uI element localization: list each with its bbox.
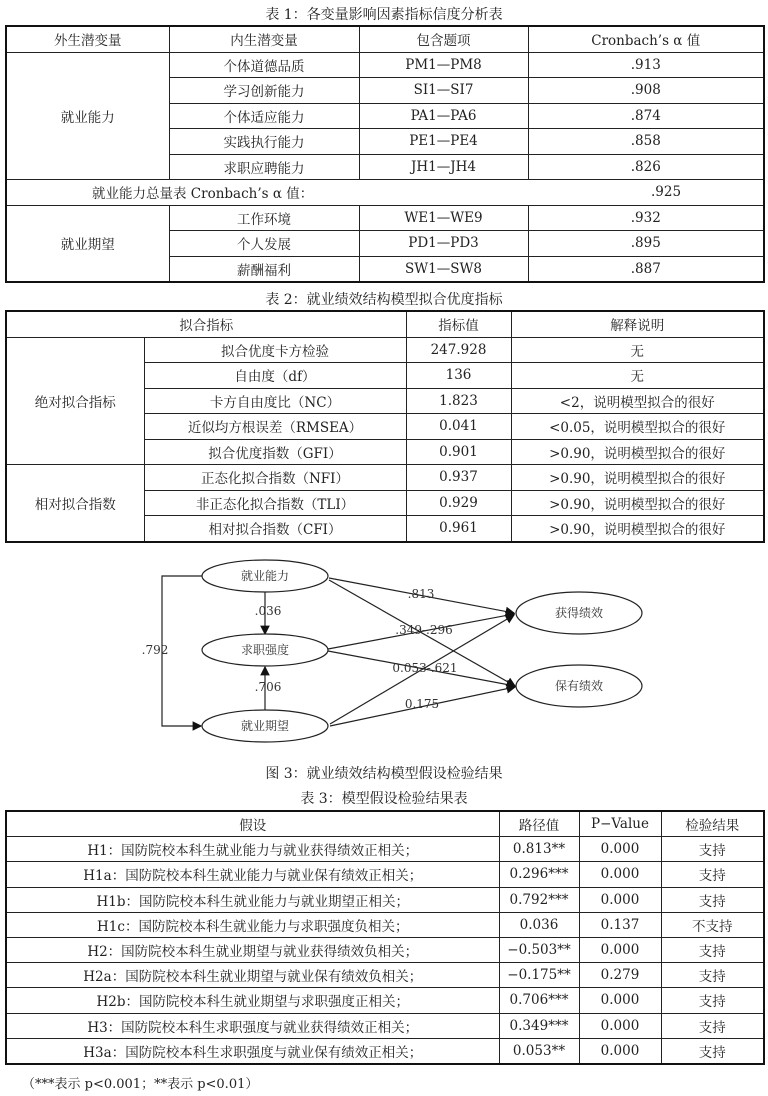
cell: −0.175** xyxy=(499,963,579,988)
cell: WE1—WE9 xyxy=(359,205,528,231)
cell: 0.000 xyxy=(579,1013,661,1038)
table-row xyxy=(6,1038,764,1064)
cell: 支持 xyxy=(661,1038,764,1064)
cell: 拟合优度指数（GFI） xyxy=(144,439,406,465)
table-row xyxy=(6,862,764,887)
cell: .895 xyxy=(528,231,764,257)
cell: 0.000 xyxy=(579,988,661,1013)
header-cell: 检验结果 xyxy=(661,811,764,837)
cell: 0.961 xyxy=(406,516,511,542)
cell: 0.296*** xyxy=(499,862,579,887)
cell: H1c：国防院校本科生就业能力与求职强度负相关； xyxy=(6,912,499,937)
total-value: .925 xyxy=(528,180,764,206)
table3-title: 表 3：模型假设检验结果表 xyxy=(300,791,468,807)
node-label: 就业能力 xyxy=(240,569,290,583)
cell: 0.929 xyxy=(406,490,511,516)
cell: 个体道德品质 xyxy=(169,52,359,78)
cell: PD1—PD3 xyxy=(359,231,528,257)
cell: 实践执行能力 xyxy=(169,129,359,155)
node-label: 获得绩效 xyxy=(554,606,604,620)
cell: 0.036 xyxy=(499,912,579,937)
path-label: .792 xyxy=(141,643,169,657)
cell: 0.000 xyxy=(579,887,661,912)
cell: 支持 xyxy=(661,1013,764,1038)
cell: >0.90，说明模型拟合的很好 xyxy=(511,516,764,542)
group-cell: 绝对拟合指标 xyxy=(6,337,144,465)
reliability-table xyxy=(5,25,765,283)
header-cell: 外生潜变量 xyxy=(6,26,169,52)
cell: .874 xyxy=(528,103,764,129)
cell: >0.90，说明模型拟合的很好 xyxy=(511,465,764,491)
cell: 0.000 xyxy=(579,837,661,862)
cell: 0.137 xyxy=(579,912,661,937)
table1-title: 表 1：各变量影响因素指标信度分析表 xyxy=(265,7,503,23)
cell: 0.813** xyxy=(499,837,579,862)
cell: 0.000 xyxy=(579,1038,661,1064)
group-cell: 就业能力 xyxy=(6,52,169,180)
cell: 支持 xyxy=(661,988,764,1013)
cell: .932 xyxy=(528,205,764,231)
table-row xyxy=(6,912,764,937)
path-label: .349-.296 xyxy=(395,623,453,637)
hypothesis-table xyxy=(5,810,765,1065)
cell: 0.053** xyxy=(499,1038,579,1064)
cell: JH1—JH4 xyxy=(359,154,528,180)
cell: 求职应聘能力 xyxy=(169,154,359,180)
cell: 无 xyxy=(511,337,764,363)
path-label: .706 xyxy=(254,680,282,694)
cell: 0.000 xyxy=(579,862,661,887)
node-label: 求职强度 xyxy=(240,643,290,657)
cell: .913 xyxy=(528,52,764,78)
cell: >0.90，说明模型拟合的很好 xyxy=(511,439,764,465)
table-row xyxy=(6,52,764,78)
table-row xyxy=(6,465,764,491)
cell: 正态化拟合指数（NFI） xyxy=(144,465,406,491)
header-cell: 假设 xyxy=(6,811,499,837)
header-cell: Cronbach’s α 值 xyxy=(528,26,764,52)
cell: 136 xyxy=(406,363,511,389)
cell: 247.928 xyxy=(406,337,511,363)
cell: <0.05，说明模型拟合的很好 xyxy=(511,414,764,440)
total-row xyxy=(6,180,764,206)
table-row xyxy=(6,937,764,962)
header-cell: 包含题项 xyxy=(359,26,528,52)
structural-model-diagram xyxy=(0,550,768,765)
cell: H2b：国防院校本科生就业期望与求职强度正相关； xyxy=(6,988,499,1013)
cell: SW1—SW8 xyxy=(359,256,528,282)
cell: PA1—PA6 xyxy=(359,103,528,129)
cell: .887 xyxy=(528,256,764,282)
cell: SI1—SI7 xyxy=(359,78,528,104)
cell: 不支持 xyxy=(661,912,764,937)
table2-title: 表 2：就业绩效结构模型拟合优度指标 xyxy=(265,292,503,308)
table-row xyxy=(6,988,764,1013)
cell: <2，说明模型拟合的很好 xyxy=(511,388,764,414)
group-cell: 就业期望 xyxy=(6,205,169,282)
cell: .826 xyxy=(528,154,764,180)
table-row xyxy=(6,887,764,912)
header-cell: 解释说明 xyxy=(511,311,764,337)
cell: PM1—PM8 xyxy=(359,52,528,78)
cell: 自由度（df） xyxy=(144,363,406,389)
cell: 近似均方根误差（RMSEA） xyxy=(144,414,406,440)
cell: 工作环境 xyxy=(169,205,359,231)
cell: 拟合优度卡方检验 xyxy=(144,337,406,363)
cell: 非正态化拟合指数（TLI） xyxy=(144,490,406,516)
table-header-row xyxy=(6,26,764,52)
cell: 0.279 xyxy=(579,963,661,988)
header-cell: 内生潜变量 xyxy=(169,26,359,52)
cell: 0.901 xyxy=(406,439,511,465)
cell: 0.349*** xyxy=(499,1013,579,1038)
cell: 支持 xyxy=(661,862,764,887)
cell: 支持 xyxy=(661,963,764,988)
cell: 0.000 xyxy=(579,937,661,962)
path-label: 0.053-.621 xyxy=(392,661,458,675)
node-label: 就业期望 xyxy=(240,719,290,733)
total-label: 就业能力总量表 Cronbach’s α 值： xyxy=(6,180,528,206)
cell: 0.937 xyxy=(406,465,511,491)
table-row xyxy=(6,963,764,988)
cell: PE1—PE4 xyxy=(359,129,528,155)
cell: .908 xyxy=(528,78,764,104)
cell: H2：国防院校本科生就业期望与就业获得绩效负相关； xyxy=(6,937,499,962)
cell: 0.792*** xyxy=(499,887,579,912)
cell: H3a：国防院校本科生求职强度与就业保有绩效正相关； xyxy=(6,1038,499,1064)
cell: H2a：国防院校本科生就业期望与就业保有绩效负相关； xyxy=(6,963,499,988)
table3-note: （***表示 p<0.001；**表示 p<0.01） xyxy=(22,1077,259,1092)
cell: 相对拟合指数（CFI） xyxy=(144,516,406,542)
group-cell: 相对拟合指数 xyxy=(6,465,144,542)
table-header-row xyxy=(6,311,764,337)
figure3-caption: 图 3：就业绩效结构模型假设检验结果 xyxy=(265,766,503,782)
cell: 支持 xyxy=(661,937,764,962)
cell: H1b：国防院校本科生就业能力与就业期望正相关； xyxy=(6,887,499,912)
header-cell: 路径值 xyxy=(499,811,579,837)
cell: 薪酬福利 xyxy=(169,256,359,282)
cell: H3：国防院校本科生求职强度与就业获得绩效正相关； xyxy=(6,1013,499,1038)
cell: 支持 xyxy=(661,837,764,862)
cell: 0.041 xyxy=(406,414,511,440)
cell: −0.503** xyxy=(499,937,579,962)
path-label: .813 xyxy=(407,587,435,601)
table-row xyxy=(6,337,764,363)
cell: 个体适应能力 xyxy=(169,103,359,129)
node-label: 保有绩效 xyxy=(554,679,604,693)
cell: 支持 xyxy=(661,887,764,912)
table-header-row xyxy=(6,811,764,837)
path-label: .036 xyxy=(254,604,282,618)
cell: 学习创新能力 xyxy=(169,78,359,104)
path-label: 0.175 xyxy=(404,697,440,711)
fit-index-table xyxy=(5,310,765,543)
cell: 0.706*** xyxy=(499,988,579,1013)
header-cell: P−Value xyxy=(579,811,661,837)
table-row xyxy=(6,837,764,862)
cell: 个人发展 xyxy=(169,231,359,257)
cell: >0.90，说明模型拟合的很好 xyxy=(511,490,764,516)
table-row xyxy=(6,1013,764,1038)
cell: 卡方自由度比（NC） xyxy=(144,388,406,414)
header-cell: 指标值 xyxy=(406,311,511,337)
table-row xyxy=(6,205,764,231)
cell: H1a：国防院校本科生就业能力与就业保有绩效正相关； xyxy=(6,862,499,887)
cell: .858 xyxy=(528,129,764,155)
cell: H1：国防院校本科生就业能力与就业获得绩效正相关； xyxy=(6,837,499,862)
cell: 无 xyxy=(511,363,764,389)
cell: 1.823 xyxy=(406,388,511,414)
header-cell: 拟合指标 xyxy=(6,311,406,337)
